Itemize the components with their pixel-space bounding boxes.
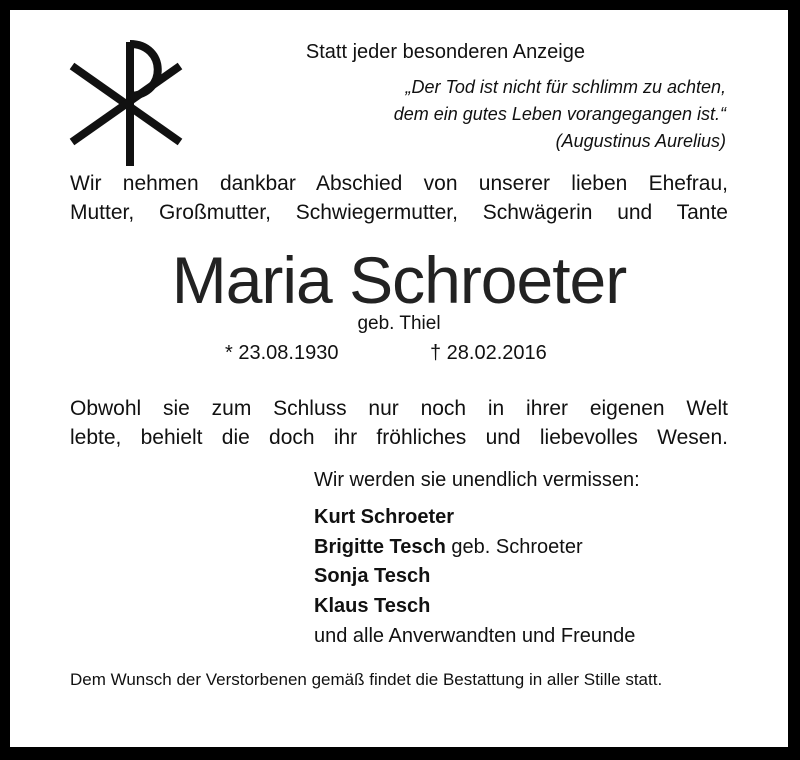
obituary-notice: [10, 10, 788, 747]
deceased-name: Maria Schroeter: [171, 243, 627, 317]
mourner-suffix: geb. Schroeter: [445, 536, 583, 558]
mourner-entry: [314, 595, 430, 618]
quote-author: (Augustinus Aurelius): [555, 131, 726, 151]
mourners-intro: Wir werden sie unendlich vermissen:: [314, 469, 640, 491]
mourner-name: Sonja Tesch: [314, 565, 431, 587]
birth-name: geb. Thiel: [357, 313, 441, 334]
birth-date: * 23.08.1930: [225, 342, 339, 364]
footer-text: Dem Wunsch der Verstorbenen gemäß findet die Bestattung in aller Stille statt.: [70, 670, 663, 689]
mourner-entry: [314, 506, 454, 529]
quote-line-2: dem ein gutes Leben vorangegangen ist.“: [393, 104, 726, 124]
mourner-name: Kurt Schroeter: [314, 506, 455, 528]
mourner-entry: [314, 536, 583, 559]
intro-line-1: Wir nehmen dankbar Abschied von unserer lieben Ehefrau,: [70, 172, 728, 195]
quote-line-1: „Der Tod ist nicht für schlimm zu achten,: [405, 77, 726, 97]
mourners-closing: und alle Anverwandten und Freunde: [314, 625, 636, 647]
mourner-name: Klaus Tesch: [314, 595, 431, 617]
body-line-1: Obwohl sie zum Schluss nur noch in ihrer eigenen Welt: [70, 397, 728, 420]
header-line: Statt jeder besonderen Anzeige: [305, 41, 585, 63]
mourner-name: Brigitte Tesch: [314, 536, 446, 558]
mourner-entry: [314, 565, 430, 588]
death-date: † 28.02.2016: [430, 342, 547, 364]
intro-line-2: Mutter, Großmutter, Schwiegermutter, Schwägerin und Tante: [70, 201, 728, 224]
body-line-2: lebte, behielt die doch ihr fröhliches und liebevolles Wesen.: [70, 426, 728, 449]
